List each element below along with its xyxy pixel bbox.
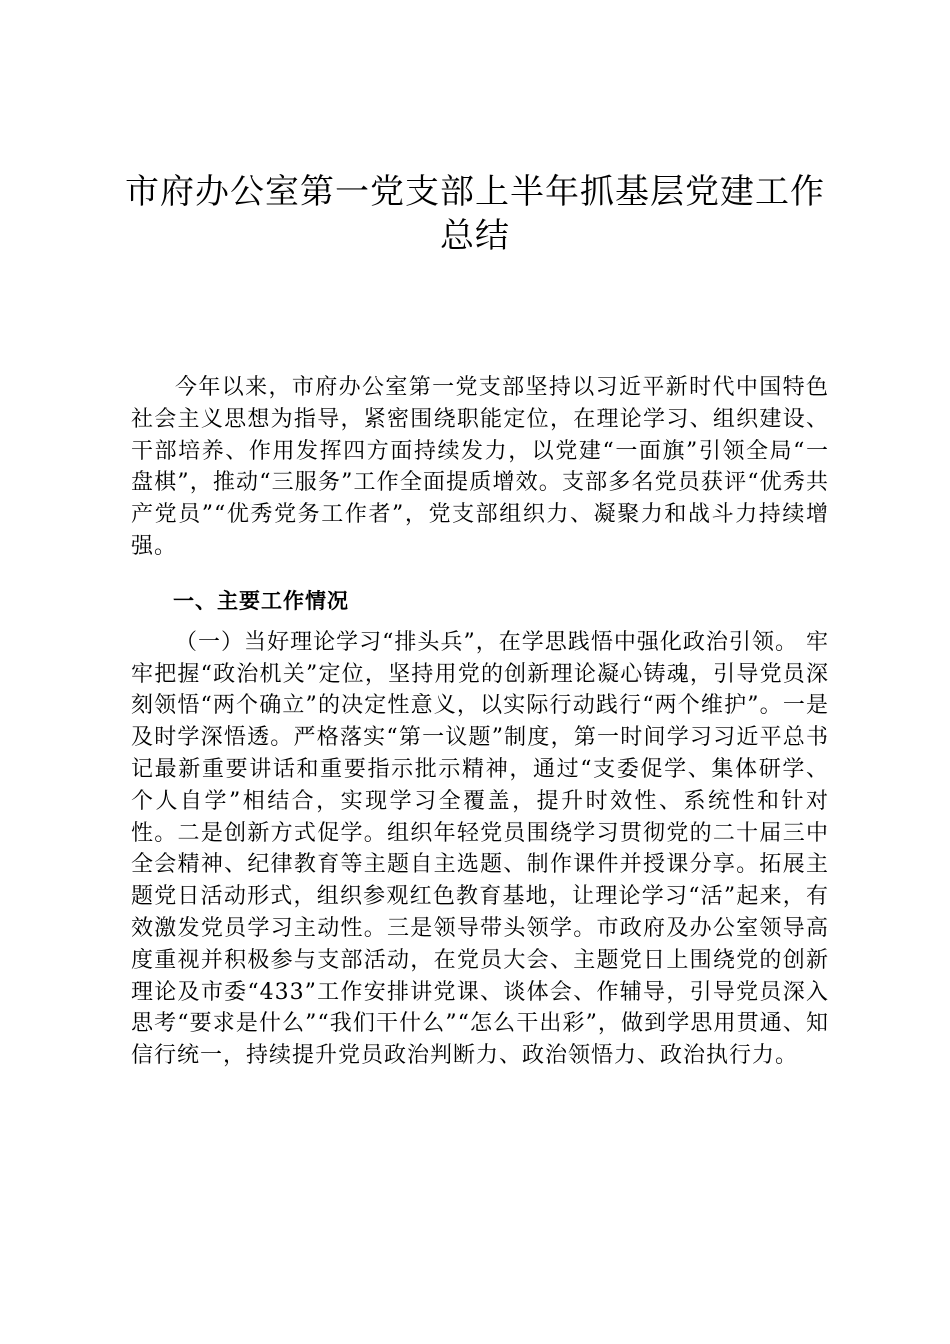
document-body (131, 372, 829, 1072)
title-line-2: 总结 (440, 216, 510, 256)
document-title (120, 170, 830, 258)
section-paragraph: （一）当好理论学习“排头兵”，在学思践悟中强化政治引领。 牢牢把握“政治机关”定位，坚持用党的创新理论凝心铸魂，引导党员深刻领悟“两个确立”的决定性意义，以实际行动践行“两个维护”。一是及时学深悟透。严格落实“第一议题”制度，第一时间学习习近平总书记最新重要讲话和重要指示批示精神，通过“支委促学、集体研学、个人自学”相结合，实现学习全覆盖，提升时效性、系统性和针对性。二是创新方式促学。组织年轻党员围绕学习贯彻党的二十届三中全会精神、纪律教育等主题自主选题、制作课件并授课分享。拓展主题党日活动形式，组织参观红色教育基地，让理论学习“活”起来，有效激发党员学习主动性。三是领导带头领学。市政府及办公室领导高度重视并积极参与支部活动，在党员大会、主题党日上围绕党的创新理论及市委“433”工作安排讲党课、谈体会、作辅导，引导党员深入思考“要求是什么”“我们干什么”“怎么干出彩”，做到学思用贯通、知信行统一，持续提升党员政治判断力、政治领悟力、政治执行力。 (131, 629, 829, 1069)
section-heading: 一、主要工作情况 (173, 588, 349, 613)
intro-paragraph: 今年以来，市府办公室第一党支部坚持以习近平新时代中国特色社会主义思想为指导，紧密围绕职能定位，在理论学习、组织建设、干部培养、作用发挥四方面持续发力，以党建“一面旗”引领全局“一盘棋”，推动“三服务”工作全面提质增效。支部多名党员获评“优秀共产党员”“优秀党务工作者”，党支部组织力、凝聚力和战斗力持续增强。 (131, 375, 829, 559)
title-line-1: 市府办公室第一党支部上半年抓基层党建工作 (125, 172, 825, 212)
